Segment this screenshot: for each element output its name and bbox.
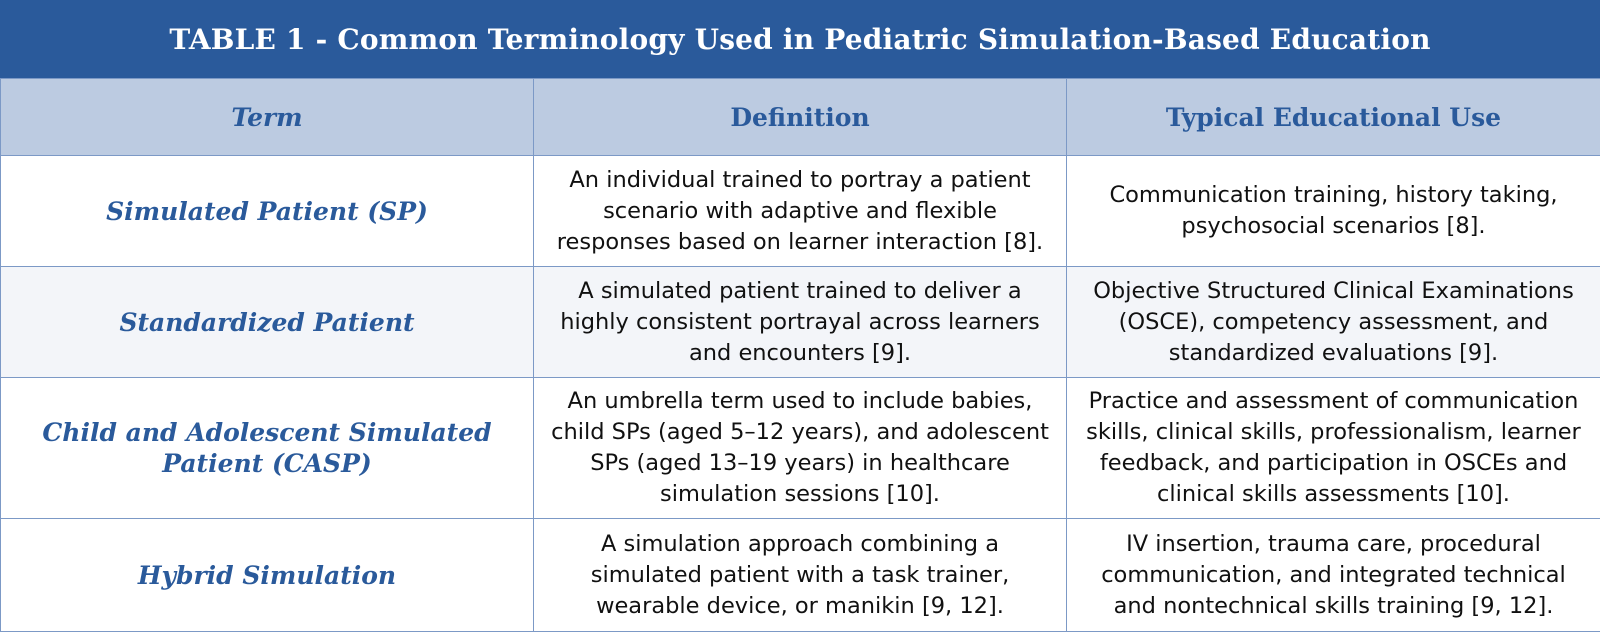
column-header-definition: Definition: [534, 79, 1067, 156]
use-cell: IV insertion, trauma care, procedural communication, and integrated technical and nontechnical skills training [9, 12].: [1067, 519, 1600, 632]
column-header-term: Term: [1, 79, 534, 156]
table-row: [1, 519, 1600, 632]
table-row: [1, 378, 1600, 519]
use-cell: Practice and assessment of communication skills, clinical skills, professionalism, learner feedback, and participation in OSCEs and clinical skills assessments [10].: [1067, 378, 1600, 519]
term-cell: Standardized Patient: [1, 267, 534, 378]
term-cell: Hybrid Simulation: [1, 519, 534, 632]
definition-cell: An umbrella term used to include babies, child SPs (aged 5–12 years), and adolescent SPs (aged 13–19 years) in healthcare simulation sessions [10].: [534, 378, 1067, 519]
table-row: [1, 267, 1600, 378]
term-cell: Simulated Patient (SP): [1, 156, 534, 267]
definition-cell: An individual trained to portray a patient scenario with adaptive and flexible responses based on learner interaction [8].: [534, 156, 1067, 267]
table-row: [1, 156, 1600, 267]
table-grid: [0, 78, 1600, 632]
definition-cell: A simulation approach combining a simulated patient with a task trainer, wearable device, or manikin [9, 12].: [534, 519, 1067, 632]
use-cell: Communication training, history taking, psychosocial scenarios [8].: [1067, 156, 1600, 267]
table-title: TABLE 1 - Common Terminology Used in Pediatric Simulation-Based Education: [0, 0, 1600, 78]
header-row: [1, 79, 1600, 156]
definition-cell: A simulated patient trained to deliver a highly consistent portrayal across learners and encounters [9].: [534, 267, 1067, 378]
term-cell: Child and Adolescent Simulated Patient (CASP): [1, 378, 534, 519]
use-cell: Objective Structured Clinical Examinations (OSCE), competency assessment, and standardized evaluations [9].: [1067, 267, 1600, 378]
column-header-use: Typical Educational Use: [1067, 79, 1600, 156]
